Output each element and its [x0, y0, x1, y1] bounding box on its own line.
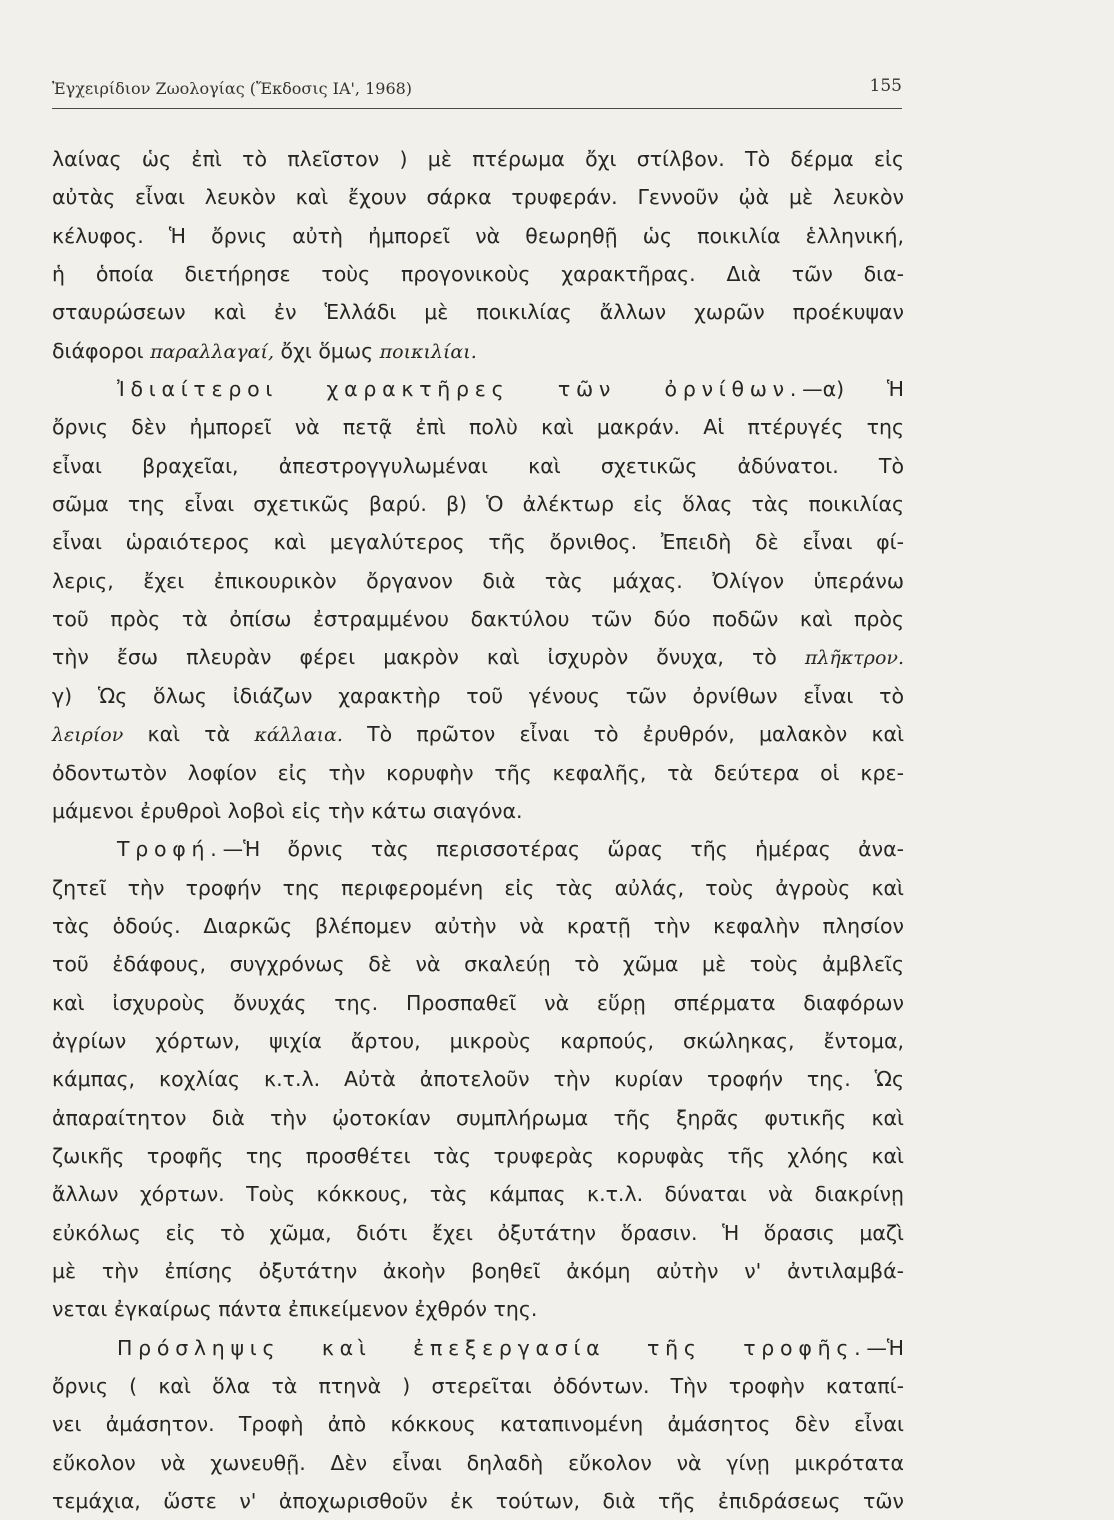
- text-line: ἡ ὁποία διετήρησε τοὺς προγονικοὺς χαρακτῆρας. Διὰ τῶν δια-: [52, 262, 904, 287]
- text-line: λερις, ἔχει ἐπικουρικὸν ὄργανον διὰ τὰς μάχας. Ὀλίγον ὑπεράνω: [52, 568, 904, 593]
- text-line: κέλυφος. Ἡ ὄρνις αὐτὴ ἠμπορεῖ νὰ θεωρηθῇ ὡς ποικιλία ἑλληνική,: [52, 223, 904, 248]
- body-text: [52, 140, 904, 1520]
- text-line: ἄλλων χόρτων. Τοὺς κόκκους, τὰς κάμπας κ.τ.λ. δύναται νὰ διακρίνῃ: [52, 1182, 904, 1207]
- section-heading: Ἰδιαίτεροι χαρακτῆρες τῶν ὀρνίθων.: [117, 377, 803, 402]
- text-line: εἶναι βραχεῖαι, ἀπεστρογγυλωμέναι καὶ σχετικῶς ἀδύνατοι. Τὸ: [52, 453, 904, 478]
- text-line: καὶ ἰσχυροὺς ὄνυχάς της. Προσπαθεῖ νὰ εὕρῃ σπέρματα διαφόρων: [52, 990, 904, 1015]
- text-line: [52, 332, 904, 370]
- italic-term: ποικιλίαι.: [379, 340, 477, 363]
- text-line: λαίνας ὡς ἐπὶ τὸ πλεῖστον ) μὲ πτέρωμα ὄχι στίλβον. Τὸ δέρμα εἰς: [52, 147, 904, 171]
- text-line: ὄρνις δὲν ἠμπορεῖ νὰ πετᾷ ἐπὶ πολὺ καὶ μακράν. Αἱ πτέρυγές της: [52, 415, 904, 440]
- text-segment: Τὸ πρῶτον εἶναι τὸ ἐρυθρόν, μαλακὸν καὶ: [342, 722, 905, 747]
- text-segment: —Ἡ: [866, 1335, 904, 1360]
- text-segment: διάφοροι: [52, 338, 151, 363]
- text-line: [52, 370, 904, 408]
- text-line: ἀπαραίτητον διὰ τὴν ᾠοτοκίαν συμπλήρωμα τῆς ξηρᾶς φυτικῆς καὶ: [52, 1105, 904, 1130]
- text-segment: —Ἡ ὄρνις τὰς περισσοτέρας ὥρας τῆς ἡμέρας ἀνα-: [222, 837, 904, 862]
- text-line: τεμάχια, ὥστε ν' ἀποχωρισθοῦν ἐκ τούτων, διὰ τῆς ἐπιδράσεως τῶν: [52, 1489, 904, 1514]
- text-line: [52, 830, 904, 868]
- text-line: νεται ἐγκαίρως πάντα ἐπικείμενον ἐχθρόν της.: [52, 1297, 538, 1322]
- text-segment: ὄχι ὅμως: [274, 338, 380, 363]
- text-line: σταυρώσεων καὶ ἐν Ἑλλάδι μὲ ποικιλίας ἄλλων χωρῶν προέκυψαν: [52, 300, 904, 325]
- text-segment: καὶ τὰ: [123, 722, 255, 747]
- italic-term: παραλλαγαί,: [150, 340, 274, 363]
- text-line: τοῦ ἐδάφους, συγχρόνως δὲ νὰ σκαλεύῃ τὸ χῶμα μὲ τοὺς ἀμβλεῖς: [52, 952, 904, 977]
- text-line: [52, 715, 904, 753]
- text-line: μὲ τὴν ἐπίσης ὀξυτάτην ἀκοὴν βοηθεῖ ἀκόμη αὐτὴν ν' ἀντιλαμβά-: [52, 1258, 904, 1283]
- section-heading: Τροφή.: [117, 837, 223, 862]
- text-line: ζητεῖ τὴν τροφήν της περιφερομένη εἰς τὰς αὐλάς, τοὺς ἀγροὺς καὶ: [52, 875, 904, 900]
- text-line: τοῦ πρὸς τὰ ὀπίσω ἐστραμμένου δακτύλου τῶν δύο ποδῶν καὶ πρὸς: [52, 607, 904, 632]
- text-line: τὰς ὁδούς. Διαρκῶς βλέπομεν αὐτὴν νὰ κρατῇ τὴν κεφαλὴν πλησίον: [52, 913, 904, 938]
- section-heading: Πρόσληψις καὶ ἐπεξεργασία τῆς τροφῆς.: [117, 1335, 867, 1360]
- text-line: [52, 638, 904, 676]
- text-line: ὀδοντωτὸν λοφίον εἰς τὴν κορυφὴν τῆς κεφαλῆς, τὰ δεύτερα οἱ κρε-: [52, 760, 904, 785]
- page-number: 155: [869, 76, 902, 96]
- text-line: [52, 1329, 904, 1367]
- italic-term: λειρίον: [52, 724, 124, 747]
- text-segment: —α) Ἡ: [802, 377, 904, 402]
- text-line: νει ἀμάσητον. Τροφὴ ἀπὸ κόκκους καταπινομένη ἀμάσητος δὲν εἶναι: [52, 1412, 904, 1437]
- text-line: αὐτὰς εἶναι λευκὸν καὶ ἔχουν σάρκα τρυφεράν. Γεννοῦν ᾠὰ μὲ λευκὸν: [52, 185, 904, 210]
- running-title: Ἐγχειρίδιον Ζωολογίας (Ἔκδοσις ΙΑ', 1968): [52, 79, 413, 98]
- text-line: ζωικῆς τροφῆς της προσθέτει τὰς τρυφερὰς κορυφὰς τῆς χλόης καὶ: [52, 1143, 904, 1168]
- text-line: ἀγρίων χόρτων, ψιχία ἄρτου, μικροὺς καρπούς, σκώληκας, ἔντομα,: [52, 1028, 904, 1053]
- text-segment: τὴν ἔσω πλευρὰν φέρει μακρὸν καὶ ἰσχυρὸν ὄνυχα, τὸ: [52, 645, 805, 670]
- text-line: γ) Ὡς ὅλως ἰδιάζων χαρακτὴρ τοῦ γένους τῶν ὀρνίθων εἶναι τὸ: [52, 683, 904, 708]
- italic-term: πλῆκτρον.: [804, 647, 904, 670]
- text-line: κάμπας, κοχλίας κ.τ.λ. Αὐτὰ ἀποτελοῦν τὴν κυρίαν τροφήν της. Ὡς: [52, 1067, 904, 1092]
- text-line: μάμενοι ἐρυθροὶ λοβοὶ εἰς τὴν κάτω σιαγόνα.: [52, 798, 523, 823]
- text-line: εἶναι ὡραιότερος καὶ μεγαλύτερος τῆς ὄρνιθος. Ἐπειδὴ δὲ εἶναι φί-: [52, 530, 904, 555]
- text-line: εὐκόλως εἰς τὸ χῶμα, διότι ἔχει ὀξυτάτην ὅρασιν. Ἡ ὅρασις μαζὶ: [52, 1220, 904, 1245]
- text-line: σῶμα της εἶναι σχετικῶς βαρύ. β) Ὁ ἀλέκτωρ εἰς ὅλας τὰς ποικιλίας: [52, 492, 904, 517]
- italic-term: κάλλαια.: [254, 724, 343, 747]
- text-line: ὄρνις ( καὶ ὅλα τὰ πτηνὰ ) στερεῖται ὀδόντων. Τὴν τροφὴν καταπί-: [52, 1374, 904, 1398]
- running-header: [52, 76, 902, 109]
- text-line: εὔκολον νὰ χωνευθῇ. Δὲν εἶναι δηλαδὴ εὔκολον νὰ γίνῃ μικρότατα: [52, 1450, 904, 1475]
